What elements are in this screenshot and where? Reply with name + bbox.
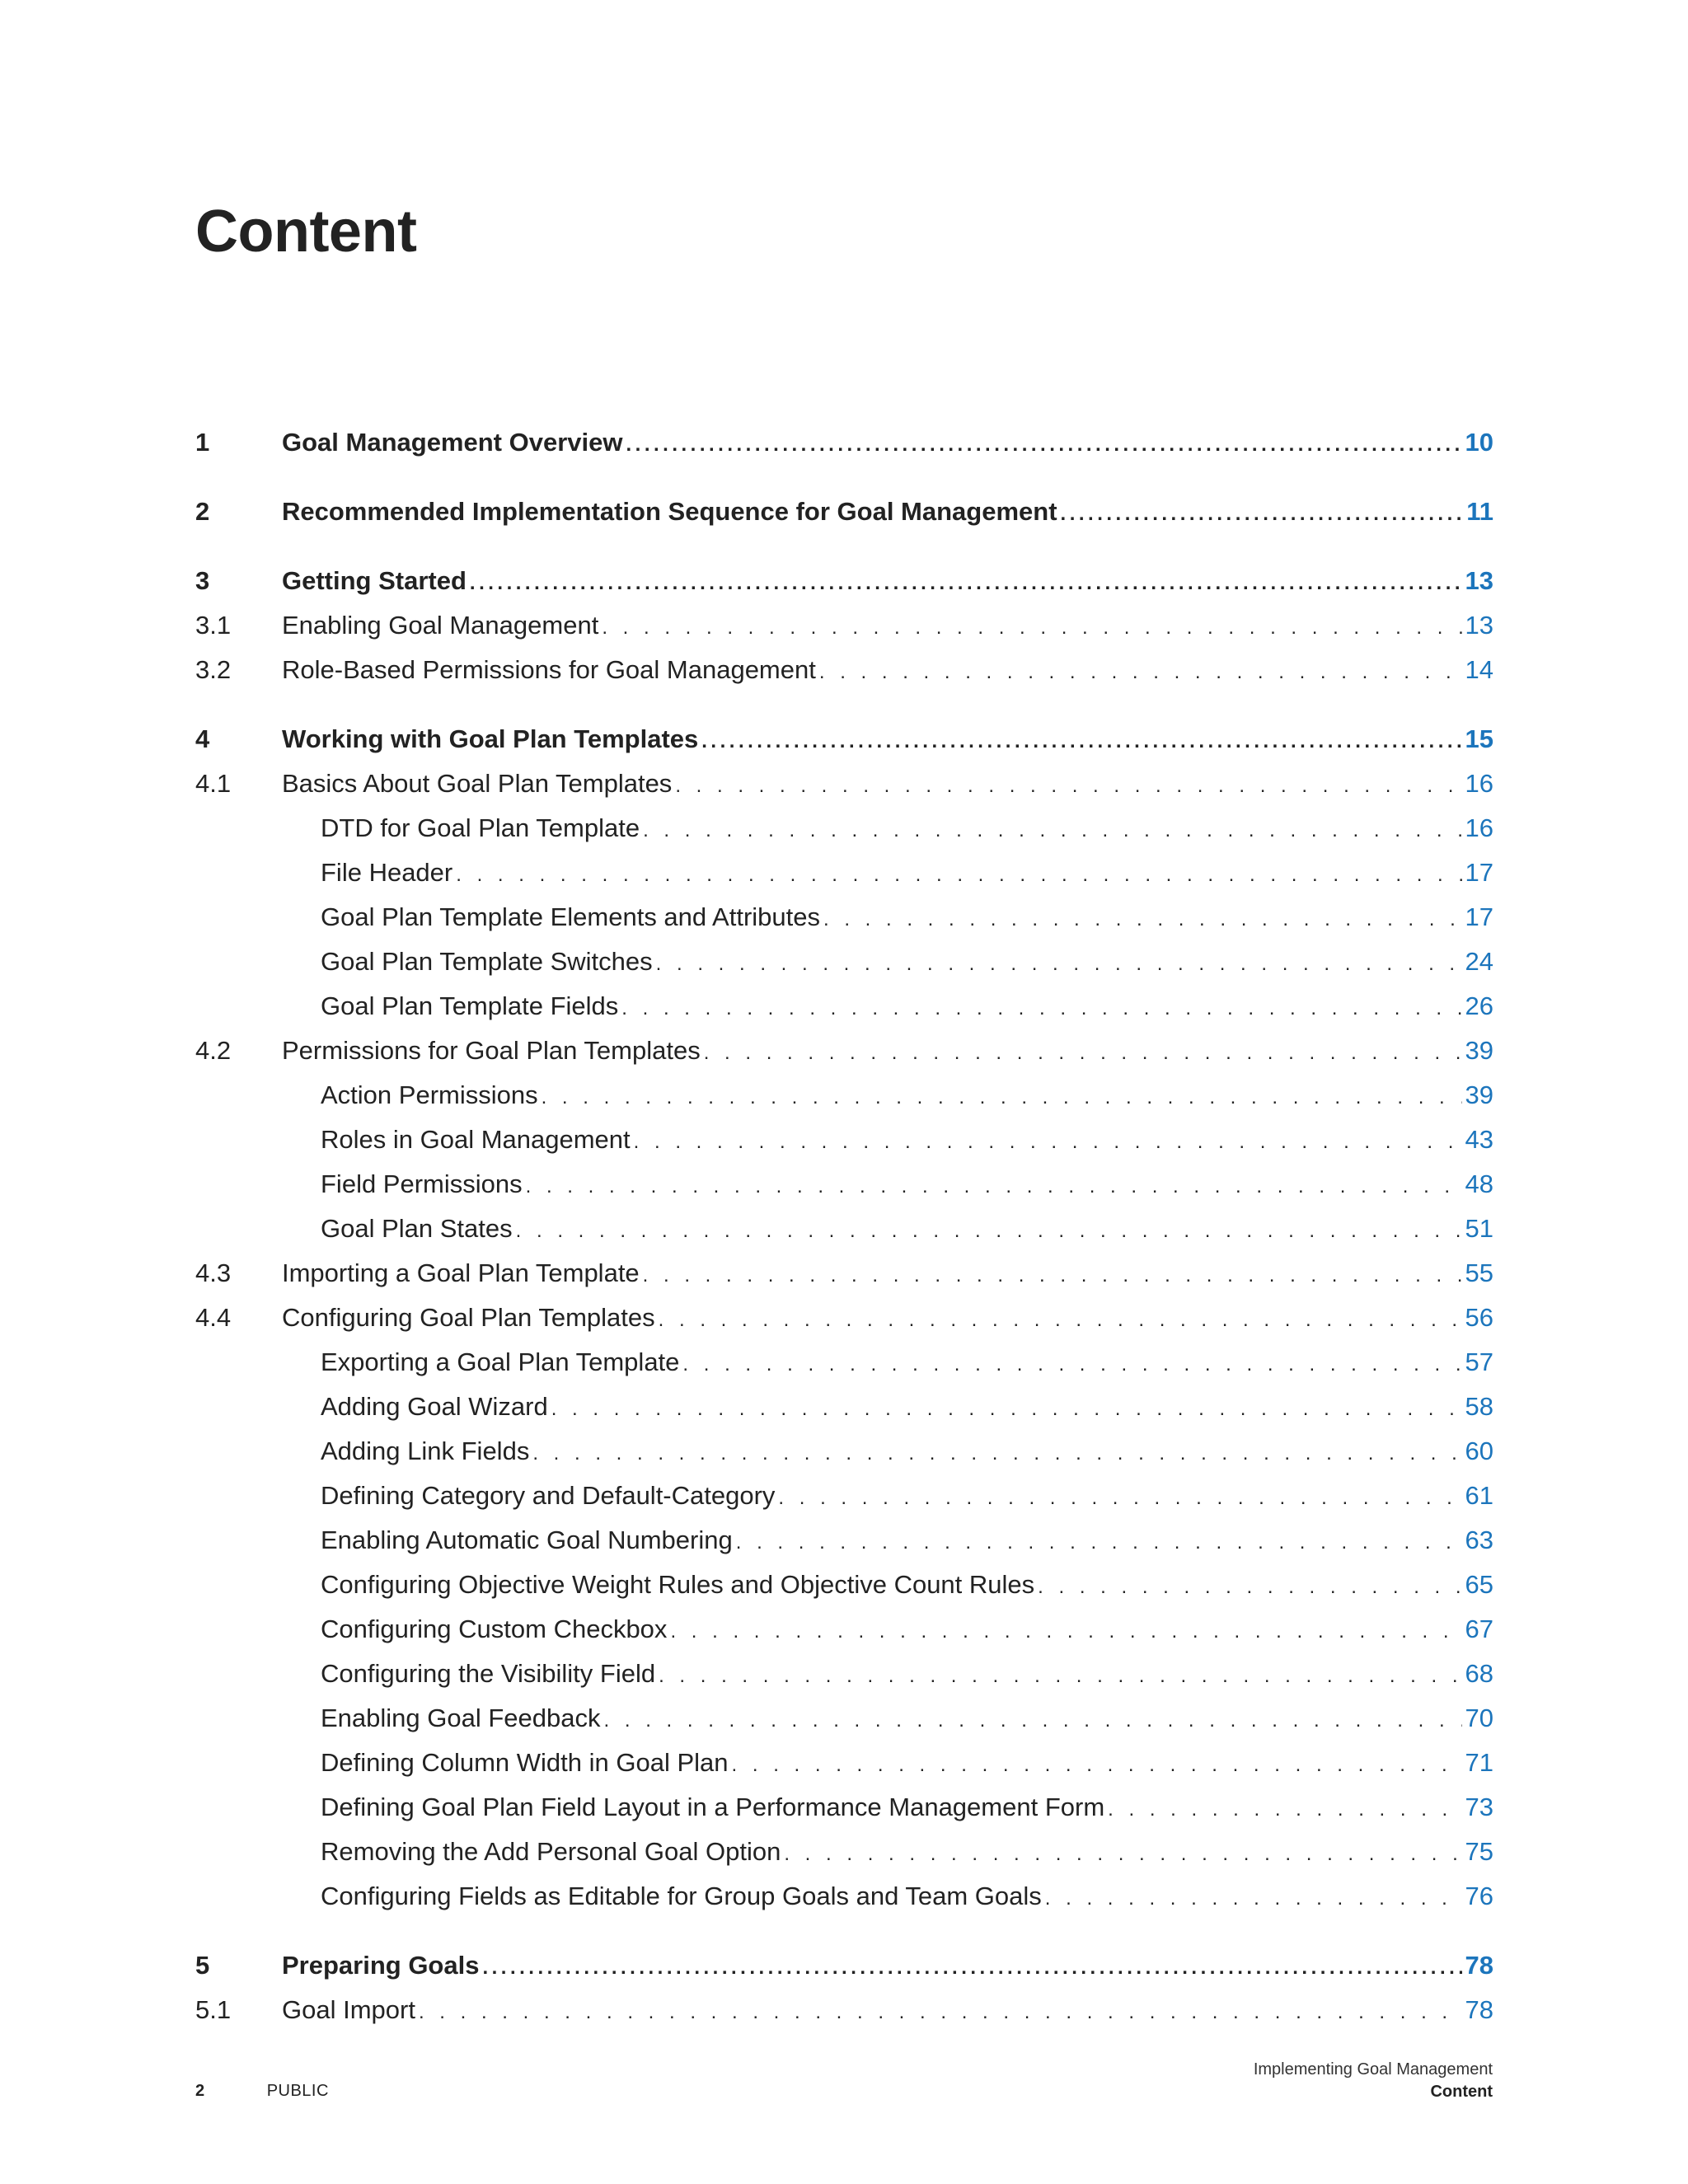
toc-page-link[interactable]: 73 bbox=[1465, 1793, 1493, 1821]
toc-entry-number: 3.2 bbox=[195, 655, 232, 684]
footer-page-number: 2 bbox=[195, 2082, 205, 2100]
toc-page-link[interactable]: 56 bbox=[1465, 1303, 1493, 1332]
toc-entry-title[interactable]: Enabling Goal Management bbox=[282, 611, 599, 640]
toc-entry[interactable] bbox=[195, 1118, 1493, 1162]
toc-entry-title[interactable]: Basics About Goal Plan Templates bbox=[282, 769, 673, 798]
toc-entry-title[interactable]: Defining Column Width in Goal Plan bbox=[321, 1748, 729, 1777]
toc-entry[interactable] bbox=[195, 603, 1493, 648]
toc-entry-title[interactable]: Preparing Goals bbox=[282, 1951, 480, 1980]
toc-dot-leader bbox=[732, 1743, 1462, 1788]
toc-entry[interactable] bbox=[195, 1029, 1493, 1073]
toc-entry-title[interactable]: Adding Link Fields bbox=[321, 1436, 530, 1465]
toc-entry-title[interactable]: Goal Plan States bbox=[321, 1214, 513, 1243]
toc-entry[interactable] bbox=[195, 1988, 1493, 2032]
toc-page-link[interactable]: 61 bbox=[1465, 1481, 1493, 1510]
toc-dot-leader bbox=[659, 1298, 1462, 1343]
toc-entry-title[interactable]: Goal Plan Template Switches bbox=[321, 947, 653, 976]
toc-entry[interactable] bbox=[195, 1696, 1493, 1741]
toc-page-link[interactable]: 24 bbox=[1465, 947, 1493, 976]
toc-entry-title[interactable]: Configuring the Visibility Field bbox=[321, 1659, 656, 1688]
toc-entry[interactable] bbox=[195, 648, 1493, 692]
toc-dot-leader bbox=[532, 1432, 1461, 1476]
toc-dot-leader bbox=[659, 1654, 1461, 1699]
toc-dot-leader bbox=[551, 1387, 1462, 1432]
table-of-contents bbox=[195, 420, 1493, 2032]
toc-entry-title[interactable]: Exporting a Goal Plan Template bbox=[321, 1347, 680, 1376]
toc-entry[interactable] bbox=[195, 1162, 1493, 1207]
toc-entry-title[interactable]: Role-Based Permissions for Goal Management bbox=[282, 655, 816, 684]
toc-entry[interactable] bbox=[195, 1207, 1493, 1251]
toc-dot-leader bbox=[784, 1832, 1461, 1877]
toc-entry[interactable] bbox=[195, 1785, 1493, 1830]
toc-entry-number: 1 bbox=[195, 428, 210, 457]
toc-dot-leader bbox=[516, 1209, 1462, 1254]
toc-dot-leader bbox=[482, 1946, 1461, 1990]
toc-page-link[interactable]: 10 bbox=[1465, 428, 1493, 457]
toc-entry-title[interactable]: Adding Goal Wizard bbox=[321, 1392, 548, 1421]
toc-entry-number: 3.1 bbox=[195, 611, 232, 640]
toc-entry-title[interactable]: Goal Import bbox=[282, 1995, 415, 2024]
toc-entry[interactable] bbox=[195, 806, 1493, 851]
toc-entry[interactable] bbox=[195, 1607, 1493, 1652]
footer-section-name: Content bbox=[1430, 2083, 1493, 2101]
toc-page-link[interactable]: 17 bbox=[1465, 858, 1493, 887]
toc-entry-title[interactable]: Goal Management Overview bbox=[282, 428, 623, 457]
toc-dot-leader bbox=[675, 764, 1461, 808]
toc-page-link[interactable]: 55 bbox=[1465, 1258, 1493, 1287]
toc-entry-title[interactable]: Defining Goal Plan Field Layout in a Performance Management Form bbox=[321, 1793, 1105, 1821]
toc-dot-leader bbox=[456, 853, 1461, 898]
toc-entry[interactable] bbox=[195, 1563, 1493, 1607]
toc-entry-title[interactable]: Action Permissions bbox=[321, 1080, 538, 1109]
toc-dot-leader bbox=[1038, 1565, 1461, 1610]
toc-dot-leader bbox=[736, 1521, 1462, 1565]
toc-page-link[interactable]: 13 bbox=[1465, 611, 1493, 640]
toc-dot-leader bbox=[634, 1120, 1462, 1165]
toc-entry[interactable] bbox=[195, 1518, 1493, 1563]
toc-entry[interactable] bbox=[195, 1741, 1493, 1785]
toc-entry[interactable] bbox=[195, 420, 1493, 465]
toc-page-link[interactable]: 51 bbox=[1465, 1214, 1493, 1243]
toc-entry-title[interactable]: Importing a Goal Plan Template bbox=[282, 1258, 640, 1287]
toc-entry-title[interactable]: Permissions for Goal Plan Templates bbox=[282, 1036, 701, 1065]
toc-dot-leader bbox=[470, 561, 1462, 606]
toc-page-link[interactable]: 14 bbox=[1465, 655, 1493, 684]
toc-entry-title[interactable]: Field Permissions bbox=[321, 1169, 523, 1198]
footer-classification: PUBLIC bbox=[266, 2082, 329, 2100]
toc-entry-number: 4.3 bbox=[195, 1258, 232, 1287]
toc-page-link[interactable]: 78 bbox=[1465, 1995, 1493, 2024]
toc-page-link[interactable]: 43 bbox=[1465, 1125, 1493, 1154]
toc-page-link[interactable]: 26 bbox=[1465, 991, 1493, 1020]
toc-dot-leader bbox=[602, 606, 1461, 650]
toc-dot-leader bbox=[819, 650, 1462, 695]
toc-dot-leader bbox=[823, 898, 1462, 942]
toc-dot-leader bbox=[621, 987, 1461, 1031]
toc-entry-title[interactable]: Recommended Implementation Sequence for Goal Management bbox=[282, 497, 1057, 526]
toc-entry-title[interactable]: Enabling Goal Feedback bbox=[321, 1704, 601, 1732]
toc-entry-number: 4.1 bbox=[195, 769, 232, 798]
toc-entry[interactable] bbox=[195, 1474, 1493, 1518]
toc-page-link[interactable]: 78 bbox=[1465, 1951, 1493, 1980]
toc-entry-title[interactable]: Roles in Goal Management bbox=[321, 1125, 631, 1154]
toc-entry[interactable] bbox=[195, 762, 1493, 806]
toc-dot-leader bbox=[526, 1165, 1462, 1209]
toc-page-link[interactable]: 11 bbox=[1466, 497, 1493, 526]
toc-entry[interactable] bbox=[195, 717, 1493, 762]
toc-dot-leader bbox=[1061, 492, 1464, 537]
toc-dot-leader bbox=[542, 1076, 1462, 1120]
toc-entry-title[interactable]: Goal Plan Template Fields bbox=[321, 991, 619, 1020]
toc-page-link[interactable]: 76 bbox=[1465, 1882, 1493, 1910]
toc-entry-number: 5 bbox=[195, 1951, 210, 1980]
toc-entry[interactable] bbox=[195, 895, 1493, 940]
footer-left bbox=[195, 2082, 329, 2101]
toc-page-link[interactable]: 58 bbox=[1465, 1392, 1493, 1421]
toc-entry[interactable] bbox=[195, 1429, 1493, 1474]
toc-page-link[interactable]: 13 bbox=[1465, 566, 1493, 595]
toc-entry[interactable] bbox=[195, 490, 1493, 534]
toc-entry-title[interactable]: DTD for Goal Plan Template bbox=[321, 813, 640, 842]
toc-entry-number: 3 bbox=[195, 566, 210, 595]
toc-entry[interactable] bbox=[195, 1296, 1493, 1340]
toc-entry[interactable] bbox=[195, 1073, 1493, 1118]
toc-page-link[interactable]: 16 bbox=[1465, 813, 1493, 842]
toc-page-link[interactable]: 75 bbox=[1465, 1837, 1493, 1866]
toc-entry[interactable] bbox=[195, 1385, 1493, 1429]
toc-entry[interactable] bbox=[195, 1830, 1493, 1874]
toc-dot-leader bbox=[643, 808, 1461, 853]
toc-dot-leader bbox=[656, 942, 1462, 987]
toc-entry-number: 4.4 bbox=[195, 1303, 232, 1332]
toc-dot-leader bbox=[1108, 1788, 1461, 1832]
toc-entry-number: 5.1 bbox=[195, 1995, 232, 2024]
toc-dot-leader bbox=[778, 1476, 1461, 1521]
footer-document-title: Implementing Goal Management bbox=[1253, 2060, 1493, 2079]
toc-dot-leader bbox=[1045, 1877, 1462, 1921]
toc-entry-title[interactable]: Configuring Custom Checkbox bbox=[321, 1615, 668, 1643]
toc-entry-title[interactable]: Configuring Fields as Editable for Group Goals and Team Goals bbox=[321, 1882, 1042, 1910]
toc-dot-leader bbox=[682, 1343, 1461, 1387]
toc-page-link[interactable]: 60 bbox=[1465, 1436, 1493, 1465]
toc-entry[interactable] bbox=[195, 1874, 1493, 1919]
toc-page-link[interactable]: 48 bbox=[1465, 1169, 1493, 1198]
page-title: Content bbox=[195, 199, 417, 265]
toc-entry-number: 4.2 bbox=[195, 1036, 232, 1065]
toc-page-link[interactable]: 68 bbox=[1465, 1659, 1493, 1688]
toc-page-link[interactable]: 71 bbox=[1465, 1748, 1493, 1777]
toc-entry-number: 4 bbox=[195, 724, 210, 753]
toc-entry[interactable] bbox=[195, 1943, 1493, 1988]
toc-dot-leader bbox=[643, 1254, 1462, 1298]
toc-page-link[interactable]: 63 bbox=[1465, 1526, 1493, 1554]
toc-page-link[interactable]: 70 bbox=[1465, 1704, 1493, 1732]
toc-entry-title[interactable]: Goal Plan Template Elements and Attributes bbox=[321, 902, 820, 931]
toc-entry[interactable] bbox=[195, 984, 1493, 1029]
toc-entry[interactable] bbox=[195, 1251, 1493, 1296]
toc-dot-leader bbox=[626, 423, 1461, 467]
toc-dot-leader bbox=[670, 1610, 1461, 1654]
toc-page-link[interactable]: 57 bbox=[1465, 1347, 1493, 1376]
toc-entry-title[interactable]: Getting Started bbox=[282, 566, 467, 595]
toc-dot-leader bbox=[701, 719, 1461, 764]
toc-page-link[interactable]: 39 bbox=[1465, 1036, 1493, 1065]
toc-page-link[interactable]: 65 bbox=[1465, 1570, 1493, 1599]
toc-page-link[interactable]: 16 bbox=[1465, 769, 1493, 798]
toc-dot-leader bbox=[419, 1990, 1462, 2035]
toc-dot-leader bbox=[604, 1699, 1462, 1743]
toc-entry[interactable] bbox=[195, 559, 1493, 603]
toc-page-link[interactable]: 17 bbox=[1465, 902, 1493, 931]
toc-entry[interactable] bbox=[195, 851, 1493, 895]
footer-right bbox=[1254, 2059, 1493, 2103]
toc-page-link[interactable]: 67 bbox=[1465, 1615, 1493, 1643]
toc-entry[interactable] bbox=[195, 1652, 1493, 1696]
toc-entry-title[interactable]: Working with Goal Plan Templates bbox=[282, 724, 699, 753]
toc-entry-title[interactable]: Configuring Objective Weight Rules and Objective Count Rules bbox=[321, 1570, 1035, 1599]
toc-page-link[interactable]: 39 bbox=[1465, 1080, 1493, 1109]
toc-entry-title[interactable]: Configuring Goal Plan Templates bbox=[282, 1303, 655, 1332]
toc-entry-title[interactable]: Defining Category and Default-Category bbox=[321, 1481, 776, 1510]
toc-entry-number: 2 bbox=[195, 497, 210, 526]
toc-dot-leader bbox=[704, 1031, 1462, 1076]
toc-entry-title[interactable]: Enabling Automatic Goal Numbering bbox=[321, 1526, 733, 1554]
toc-entry[interactable] bbox=[195, 940, 1493, 984]
toc-entry-title[interactable]: Removing the Add Personal Goal Option bbox=[321, 1837, 781, 1866]
toc-entry-title[interactable]: File Header bbox=[321, 858, 453, 887]
toc-entry[interactable] bbox=[195, 1340, 1493, 1385]
toc-page-link[interactable]: 15 bbox=[1465, 724, 1493, 753]
